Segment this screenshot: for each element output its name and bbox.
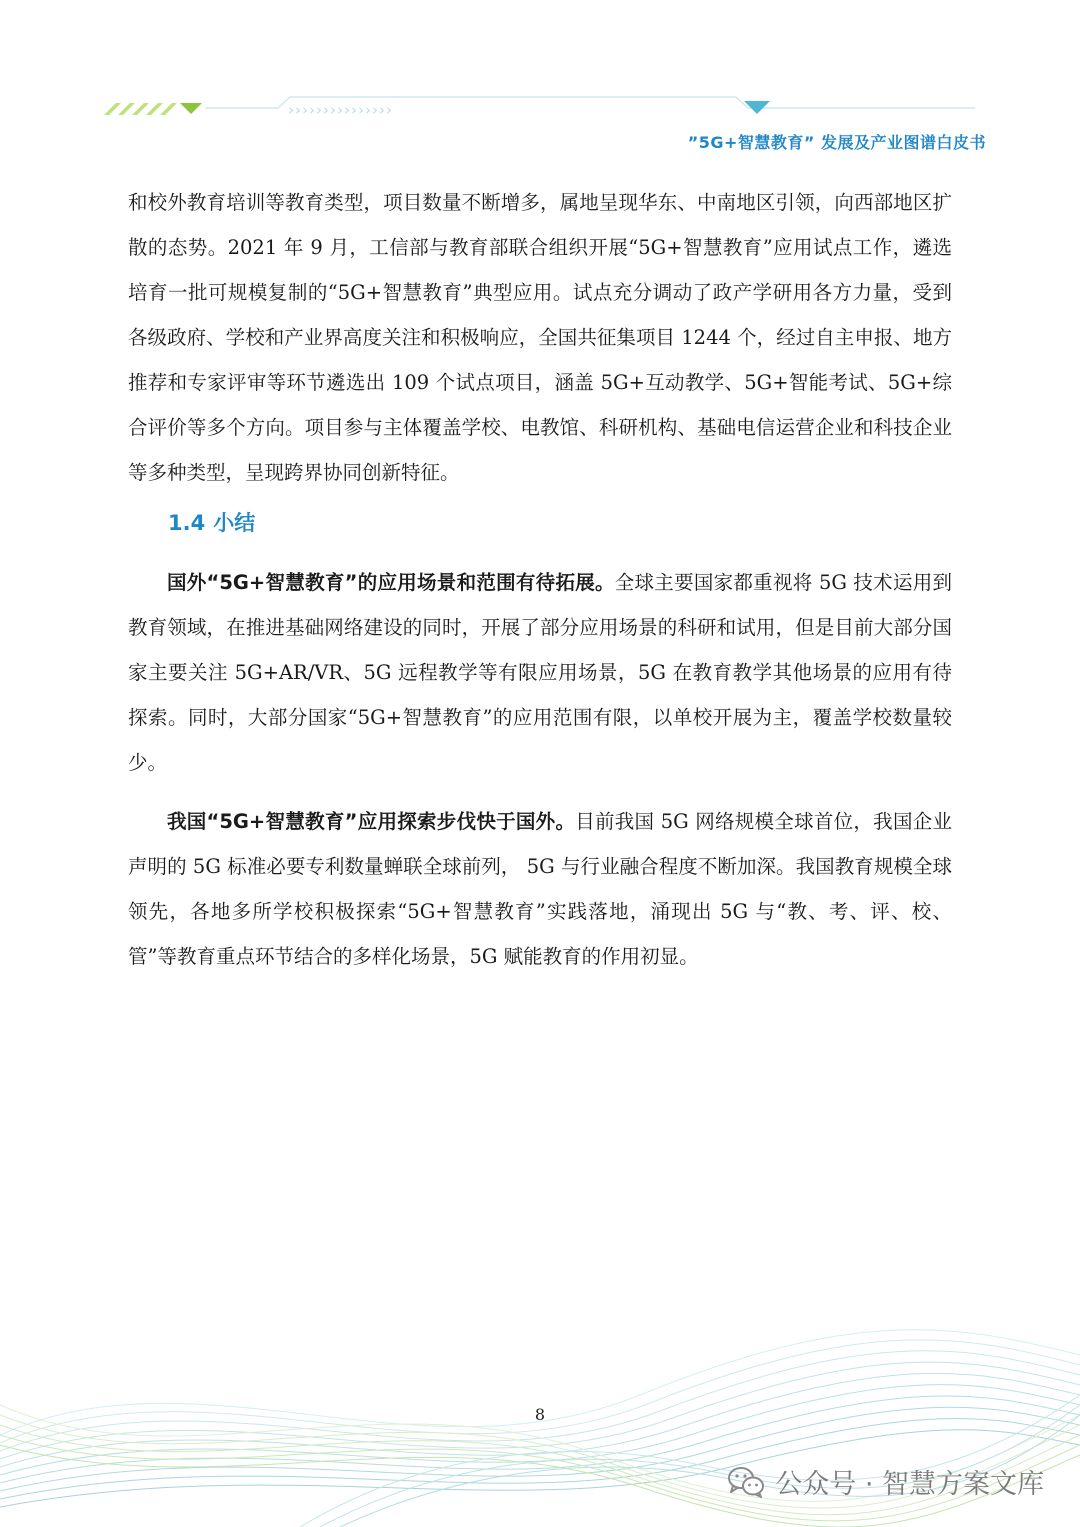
paragraph-3-lead: 我国“5G+智慧教育”应用探索步伐快于国外。 — [167, 810, 576, 833]
body-paragraph-2 — [128, 560, 952, 785]
body-paragraph-3 — [128, 799, 952, 979]
wechat-icon — [727, 1466, 765, 1498]
section-title: 小结 — [213, 511, 256, 535]
page-number: 8 — [534, 1405, 546, 1424]
header-chevrons: ››››››››››››››› — [288, 101, 393, 119]
header-decoration — [0, 95, 1080, 135]
document-title-header: ”5G+智慧教育” 发展及产业图谱白皮书 — [687, 133, 986, 152]
body-paragraph-1: 和校外教育培训等教育类型，项目数量不断增多，属地呈现华东、中南地区引领，向西部地区扩散的态势。2021 年 9 月，工信部与教育部联合组织开展“5G+智慧教育”应用试点工作，遴选培育一批可规模复制的“5G+智慧教育”典型应用。试点充分调动了政产学研用各方力量，受到各级政府、学校和产业界高度关注和积极响应，全国共征集项目 1244 个，经过自主申报、地方推荐和专家评审等环节遴选出 109 个试点项目，涵盖 5G+互动教学、5G+智能考试、5G+综合评价等多个方向。项目参与主体覆盖学校、电教馆、科研机构、基础电信运营企业和科技企业等多种类型，呈现跨界协同创新特征。 — [128, 191, 952, 484]
document-body — [128, 180, 952, 979]
section-heading — [168, 503, 952, 543]
header-green-dashes — [104, 103, 177, 115]
paragraph-3-text: 目前我国 5G 网络规模全球首位，我国企业声明的 5G 标准必要专利数量蝉联全球前列， 5G 与行业融合程度不断加深。我国教育规模全球领先，各地多所学校积极探索“5G+智慧教育”实践落地，涌现出 5G 与“教、考、评、校、管”等教育重点环节结合的多样化场景，5G 赋能教育的作用初显。 — [128, 810, 952, 968]
section-number: 1.4 — [168, 511, 206, 535]
paragraph-2-text: 全球主要国家都重视将 5G 技术运用到教育领域，在推进基础网络建设的同时，开展了部分应用场景的科研和试用，但是目前大部分国家主要关注 5G+AR/VR、5G 远程教学等有限应用场景，5G 在教育教学其他场景的应用有待探索。同时，大部分国家“5G+智慧教育”的应用范围有限，以单校开展为主，覆盖学校数量较少。 — [128, 571, 952, 774]
header-green-triangle — [180, 103, 202, 114]
paragraph-2-lead: 国外“5G+智慧教育”的应用场景和范围有待拓展。 — [167, 571, 615, 594]
watermark — [727, 1462, 1044, 1501]
watermark-text: 公众号 · 智慧方案文库 — [775, 1469, 1044, 1500]
